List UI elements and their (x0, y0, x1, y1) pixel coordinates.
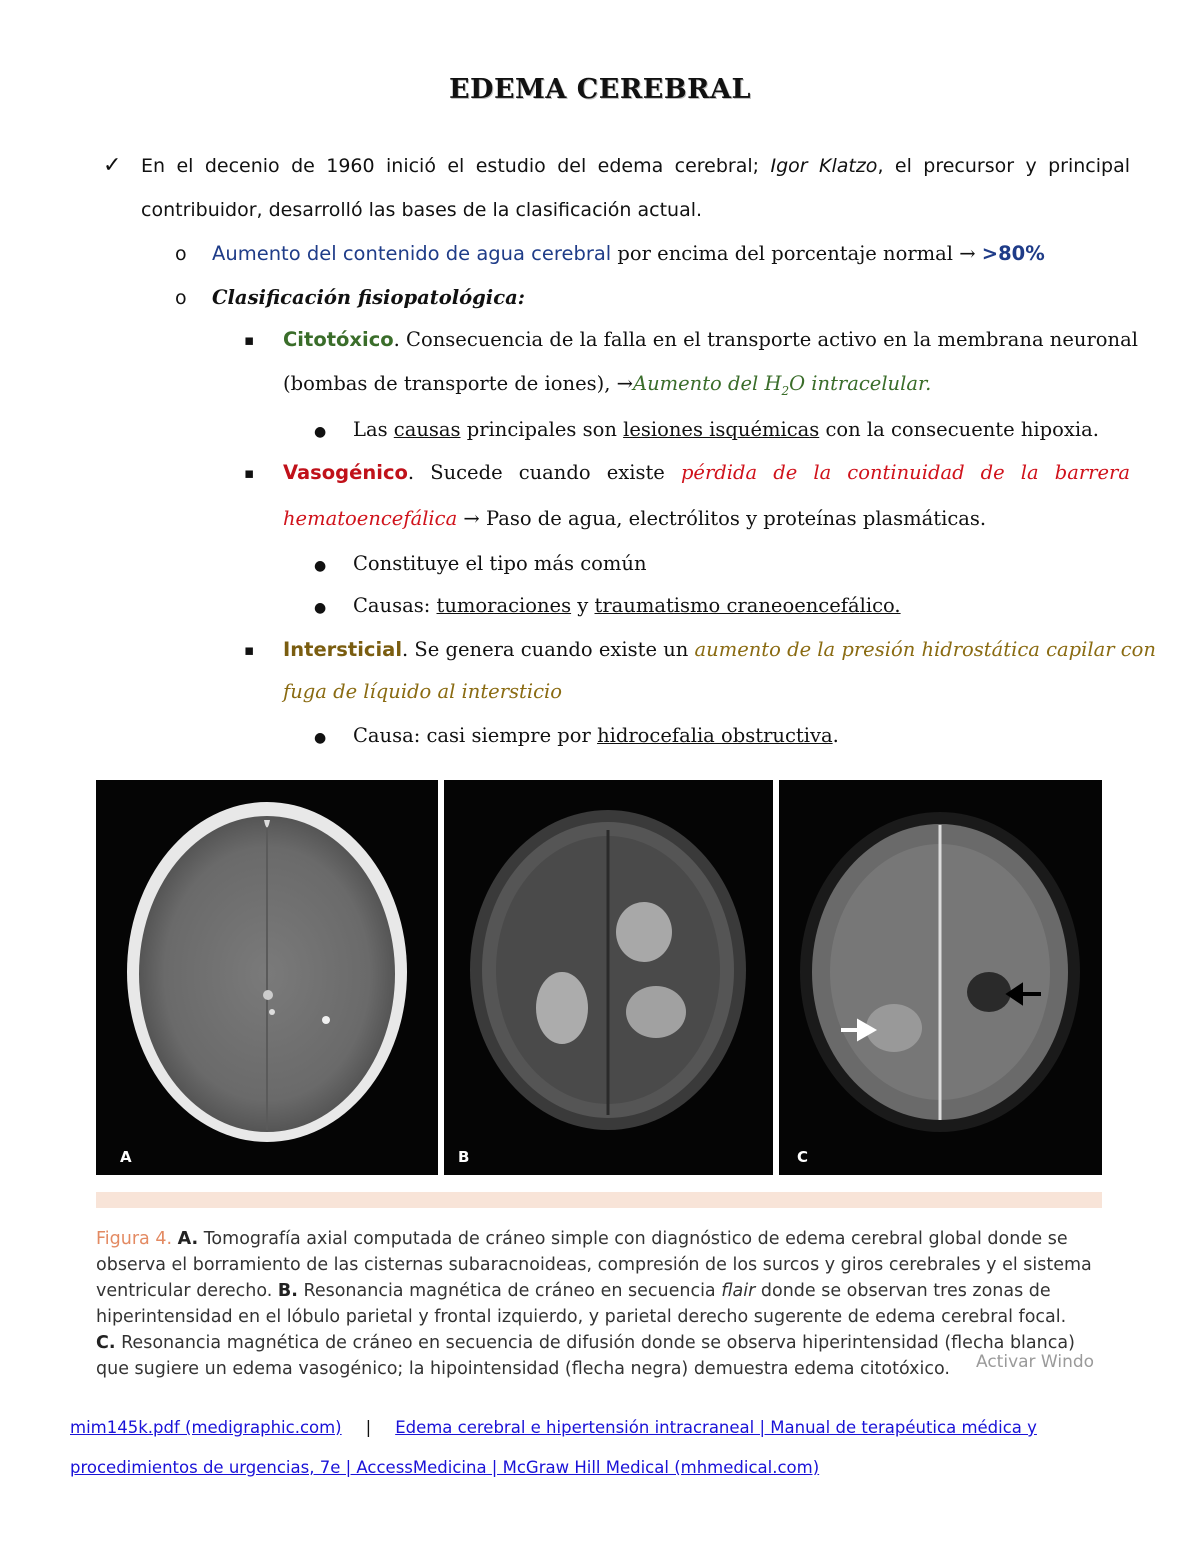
vasogenico-line-1: Vasogénico. Sucede cuando existe pérdida de la continuidad de la barrera (283, 461, 1130, 484)
intersticial-label: Intersticial (283, 638, 402, 661)
vasogenico-line-2: hematoencefálica → Paso de agua, electrólitos y proteínas plasmáticas. (283, 507, 987, 530)
panel-a-label: A (120, 1148, 132, 1166)
medigraphic-link[interactable]: mim145k.pdf (medigraphic.com) (70, 1418, 342, 1437)
vasogenico-label: Vasogénico (283, 461, 408, 484)
square-bullet-icon: ▪ (244, 331, 255, 349)
dot-bullet-icon: ● (314, 730, 327, 746)
ct-scan-panel (96, 780, 438, 1175)
references-line-1 (70, 1416, 1037, 1440)
caption-divider (96, 1192, 1102, 1208)
vasogenico-causes: Causas: tumoraciones y traumatismo craneoencefálico. (353, 594, 901, 617)
page-title: EDEMA CEREBRAL (448, 74, 752, 105)
intro-line-1: En el decenio de 1960 inició el estudio del edema cerebral; Igor Klatzo, el precursor y principal (141, 155, 1131, 177)
author-name: Igor Klatzo (770, 155, 878, 177)
panel-c-label: C (797, 1148, 809, 1166)
diffusion-mri-panel (779, 780, 1102, 1175)
intersticial-line-2: fuga de líquido al intersticio (283, 680, 563, 703)
mhmedical-link-continued[interactable]: procedimientos de urgencias, 7e | AccessMedicina | McGraw Hill Medical (mhmedical.com) (70, 1458, 820, 1477)
intersticial-cause: Causa: casi siempre por hidrocefalia obstructiva. (353, 724, 839, 747)
dot-bullet-icon: ● (314, 558, 327, 574)
vasogenico-common: Constituye el tipo más común (353, 552, 647, 575)
water-content-line: Aumento del contenido de agua cerebral por encima del porcentaje normal → >80% (212, 242, 1045, 265)
water-percentage: >80% (981, 242, 1045, 265)
dot-bullet-icon: ● (314, 424, 327, 440)
diffusion-brain-image (779, 780, 1102, 1175)
classification-heading: Clasificación fisiopatológica: (212, 286, 525, 309)
intersticial-line-1: Intersticial. Se genera cuando existe un aumento de la presión hidrostática capilar con (283, 638, 1156, 661)
square-bullet-icon: ▪ (244, 464, 255, 482)
flair-brain-image (444, 780, 773, 1175)
link-separator: | (365, 1418, 372, 1437)
intro-line-2: contribuidor, desarrolló las bases de la clasificación actual. (141, 199, 703, 221)
mhmedical-link[interactable]: Edema cerebral e hipertensión intracraneal | Manual de terapéutica médica y (395, 1418, 1037, 1437)
brain-scan-figure (96, 780, 1102, 1175)
figure-caption: Figura 4. A. Tomografía axial computada de cráneo simple con diagnóstico de edema cerebral global donde se observa el borramiento de las cisternas subaracnoideas, compresión de los surcos y giros cerebrales y el sistema ventricular derecho. B. Resonancia magnética de cráneo en secuencia flair donde se observan tres zonas de hiperintensidad en el lóbulo parietal y frontal izquierdo, y parietal derecho sugerente de edema cerebral focal. C. Resonancia magnética de cráneo en secuencia de difusión donde se observa hiperintensidad (flecha blanca) que sugiere un edema vasogénico; la hipointensidad (flecha negra) demuestra edema citotóxico. (96, 1229, 1092, 1379)
dot-bullet-icon: ● (314, 600, 327, 616)
flair-mri-panel (444, 780, 773, 1175)
figure-number: Figura 4. (96, 1229, 173, 1249)
circle-bullet-icon: o (175, 243, 187, 265)
ct-brain-image (96, 780, 438, 1175)
citotoxico-causes: Las causas principales son lesiones isquémicas con la consecuente hipoxia. (353, 418, 1099, 441)
panel-b-label: B (458, 1148, 470, 1166)
circle-bullet-icon: o (175, 287, 187, 309)
citotoxico-label: Citotóxico (283, 328, 394, 351)
citotoxico-line-1: Citotóxico. Consecuencia de la falla en el transporte activo en la membrana neuronal (283, 328, 1138, 351)
windows-activation-watermark: Activar Windo (976, 1352, 1095, 1372)
checkmark-icon: ✓ (103, 153, 122, 178)
arrow-icon: → (616, 372, 633, 395)
square-bullet-icon: ▪ (244, 641, 255, 659)
citotoxico-line-2: (bombas de transporte de iones), →Aumento del $H_2O$ intracelular. (283, 372, 932, 398)
